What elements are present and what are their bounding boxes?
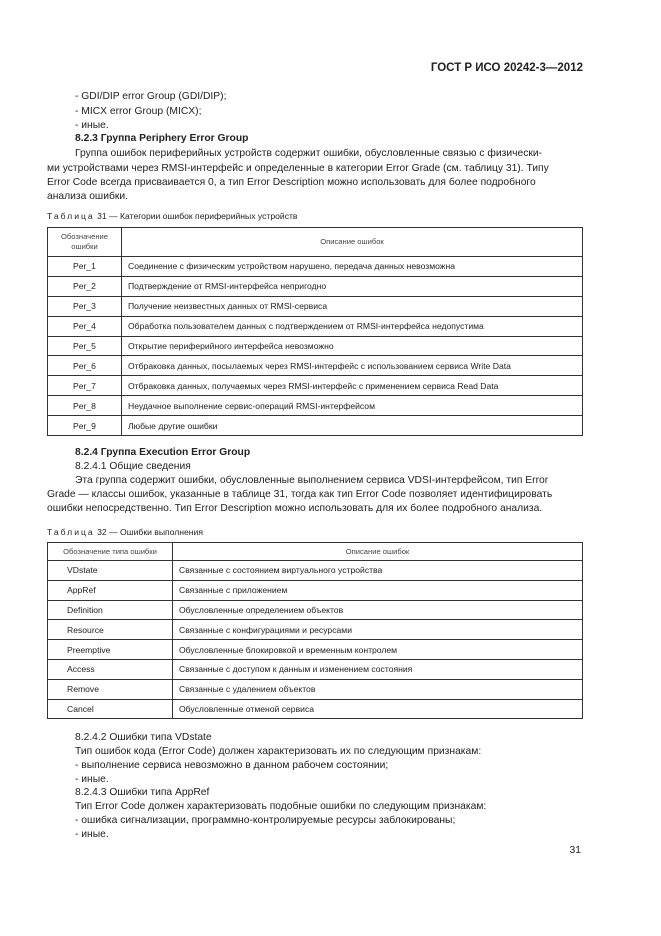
subsection-heading: 8.2.4.1 Общие сведения (75, 461, 191, 472)
error-code: Per_4 (48, 316, 122, 336)
section-heading-8-2-3: 8.2.3 Группа Periphery Error Group (75, 133, 249, 144)
list-item: - иные. (75, 829, 109, 840)
error-description: Обусловленные блокировкой и временным контролем (173, 640, 583, 660)
error-description: Связанные с доступом к данным и изменением состояния (173, 659, 583, 679)
error-code: Per_9 (48, 416, 122, 436)
error-description: Любые другие ошибки (122, 416, 583, 436)
error-description: Отбраковка данных, получаемых через RMSI-интерфейс с применением сервиса Read Data (122, 376, 583, 396)
table-32-caption (47, 527, 203, 537)
paragraph-line: Группа ошибок периферийных устройств содержит ошибки, обусловленные связью с физически- (75, 148, 543, 159)
error-description: Обусловленные определением объектов (173, 600, 583, 620)
error-type: Remove (48, 679, 173, 699)
list-item: - иные. (75, 774, 109, 785)
error-description: Связанные с состоянием виртуального устройства (173, 561, 583, 581)
page-number: 31 (569, 845, 581, 856)
error-description: Отбраковка данных, посылаемых через RMSI-интерфейс с использованием сервиса Write Data (122, 356, 583, 376)
list-item: - GDI/DIP error Group (GDI/DIP); (75, 91, 227, 102)
error-code: Per_3 (48, 296, 122, 316)
table-header-row (48, 228, 583, 257)
table-31-caption (47, 211, 298, 221)
table-row (48, 276, 583, 296)
error-description: Подтверждение от RMSI-интерфейса непригодно (122, 276, 583, 296)
error-description: Обусловленные отменой сервиса (173, 699, 583, 719)
error-code: Per_1 (48, 257, 122, 277)
error-type: VDstate (48, 561, 173, 581)
error-code: Per_6 (48, 356, 122, 376)
paragraph-line: Эта группа содержит ошибки, обусловленные выполнением сервиса VDSI-интерфейсом, тип Error (75, 475, 549, 486)
section-heading-8-2-4: 8.2.4 Группа Execution Error Group (75, 447, 251, 458)
column-header: Обозначение типа ошибки (48, 543, 173, 561)
table-row (48, 699, 583, 719)
paragraph-line: ми устройствами через RMSI-интерфейс и определенные в категории Error Grade (см. таблицу 31). Типу (47, 163, 549, 174)
error-description: Связанные с удалением объектов (173, 679, 583, 699)
error-type: Resource (48, 620, 173, 640)
error-description: Связанные с конфигурациями и ресурсами (173, 620, 583, 640)
table-row (48, 561, 583, 581)
error-description: Неудачное выполнение сервис-операций RMSI-интерфейсом (122, 396, 583, 416)
column-header: Обозначение ошибки (48, 228, 122, 257)
table-row (48, 396, 583, 416)
table-row (48, 376, 583, 396)
document-header: ГОСТ Р ИСО 20242-3—2012 (430, 62, 583, 74)
column-header: Описание ошибок (173, 543, 583, 561)
paragraph-line: ошибки непосредственно. Тип Error Description можно использовать для их более подробного анализа. (47, 503, 543, 514)
table-31 (47, 227, 583, 436)
list-item: - иные. (75, 120, 109, 131)
error-description: Соединение с физическим устройством нарушено, передача данных невозможна (122, 257, 583, 277)
table-row (48, 296, 583, 316)
paragraph-line: Error Code всегда присваивается 0, а тип Error Description можно использовать для более подробного (47, 177, 536, 188)
caption-text: 32 — Ошибки выполнения (94, 527, 203, 537)
paragraph-line: Тип Error Code должен характеризовать подобные ошибки по следующим признакам: (75, 801, 487, 812)
error-type: Preemptive (48, 640, 173, 660)
table-row (48, 659, 583, 679)
error-description: Связанные с приложением (173, 580, 583, 600)
table-row (48, 679, 583, 699)
list-item: - ошибка сигнализации, программно-контролируемые ресурсы заблокированы; (75, 815, 456, 826)
caption-text: 31 — Категории ошибок периферийных устройств (94, 211, 298, 221)
table-row (48, 580, 583, 600)
table-row (48, 356, 583, 376)
error-type: Access (48, 659, 173, 679)
error-code: Per_5 (48, 336, 122, 356)
error-description: Обработка пользователем данных с подтверждением от RMSI-интерфейса недопустима (122, 316, 583, 336)
table-row (48, 336, 583, 356)
caption-prefix: Таблица (47, 211, 95, 221)
error-type: Cancel (48, 699, 173, 719)
error-code: Per_2 (48, 276, 122, 296)
table-32 (47, 542, 583, 719)
table-header-row (48, 543, 583, 561)
paragraph-line: Тип ошибок кода (Error Code) должен характеризовать их по следующим признакам: (75, 746, 482, 757)
error-type: Definition (48, 600, 173, 620)
table-row (48, 257, 583, 277)
table-row (48, 316, 583, 336)
list-item: - выполнение сервиса невозможно в данном рабочем состоянии; (75, 760, 389, 771)
list-item: - MICX error Group (MICX); (75, 106, 202, 117)
subsection-heading: 8.2.4.3 Ошибки типа AppRef (75, 787, 210, 798)
error-code: Per_7 (48, 376, 122, 396)
paragraph-line: анализа ошибки. (47, 191, 128, 202)
subsection-heading: 8.2.4.2 Ошибки типа VDstate (75, 732, 212, 743)
error-description: Получение неизвестных данных от RMSI-сервиса (122, 296, 583, 316)
table-row (48, 640, 583, 660)
table-row (48, 620, 583, 640)
error-description: Открытие периферийного интерфейса невозможно (122, 336, 583, 356)
error-type: AppRef (48, 580, 173, 600)
caption-prefix: Таблица (47, 527, 95, 537)
paragraph-line: Grade — классы ошибок, указанные в таблице 31, тогда как тип Error Code позволяет идентифицировать (47, 489, 553, 500)
column-header: Описание ошибок (122, 228, 583, 257)
table-row (48, 416, 583, 436)
error-code: Per_8 (48, 396, 122, 416)
table-row (48, 600, 583, 620)
